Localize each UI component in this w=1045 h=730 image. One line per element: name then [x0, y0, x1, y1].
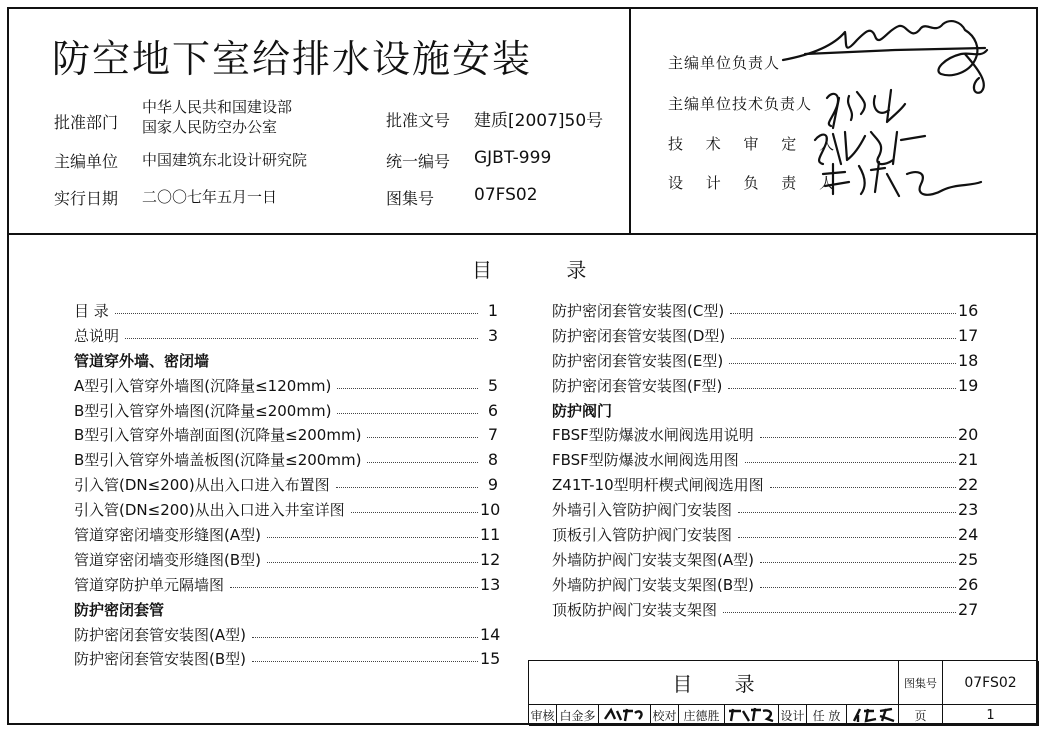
toc-entry-title: 防护密闭套管 — [74, 600, 165, 619]
toc-entry-title: FBSF型防爆波水闸阀选用说明 — [552, 426, 754, 445]
toc-entry-page: 24 — [958, 524, 979, 544]
title-block-designer: 任 放 — [807, 705, 847, 726]
approval-no-label: 批准文号 — [386, 111, 451, 130]
toc-entry — [552, 572, 979, 597]
effective-date: 二〇〇七年五月一日 — [142, 188, 278, 206]
toc-entry-page: 13 — [480, 574, 501, 594]
toc-entry-page: 17 — [958, 325, 979, 345]
toc-entry — [74, 572, 501, 597]
toc-entry-title: 防护密闭套管安装图(C型) — [552, 301, 725, 320]
toc-entry-title: 管道穿外墙、密闭墙 — [74, 351, 210, 370]
toc-leader-dots — [351, 512, 478, 513]
signature-label-design-lead: 设 计 负 责 人 — [668, 174, 844, 192]
atlas-no-label: 图集号 — [386, 189, 435, 208]
toc-leader-dots — [738, 537, 956, 538]
toc-entry-page: 10 — [480, 500, 501, 520]
handwritten-signatures — [775, 14, 1035, 204]
title-block-atlas-label: 图集号 — [899, 661, 943, 705]
toc-entry-title: 顶板引入管防护阀门安装图 — [552, 525, 733, 544]
editor-label: 主编单位 — [54, 152, 119, 171]
toc-entry-title: Z41T-10型明杆楔式闸阀选用图 — [552, 476, 764, 495]
title-block-check-label: 校对 — [651, 705, 679, 726]
toc-leader-dots — [745, 462, 956, 463]
toc-leader-dots — [267, 537, 478, 538]
toc-entry-title: A型引入管穿外墙图(沉降量≤120mm) — [74, 376, 332, 395]
toc-entry — [74, 497, 501, 522]
toc-right-column — [552, 298, 979, 622]
toc-entry — [552, 447, 979, 472]
approval-dept-line1: 中华人民共和国建设部 — [142, 98, 293, 116]
title-block-reviewer-signature — [599, 705, 651, 726]
checker-signature-mark — [727, 707, 777, 723]
toc-entry-title: 引入管(DN≤200)从出入口进入布置图 — [74, 476, 330, 495]
toc-entry — [552, 422, 979, 447]
title-block-designer-signature — [847, 705, 899, 726]
toc-entry — [552, 497, 979, 522]
toc-leader-dots — [336, 487, 478, 488]
atlas-no: 07FS02 — [474, 185, 538, 205]
toc-leader-dots — [230, 587, 478, 588]
toc-leader-dots — [337, 388, 478, 389]
toc-entry — [552, 547, 979, 572]
toc-entry-page: 16 — [958, 300, 979, 320]
toc-entry — [74, 472, 498, 497]
toc-entry-title: 目 录 — [74, 301, 109, 320]
toc-entry — [74, 547, 501, 572]
title-block-checker-signature — [725, 705, 779, 726]
toc-entry — [552, 348, 979, 373]
approval-no: 建质[2007]50号 — [474, 111, 604, 131]
toc-entry — [74, 646, 501, 671]
toc-entry-page: 23 — [958, 500, 979, 520]
toc-leader-dots — [770, 487, 956, 488]
toc-entry-title: 引入管(DN≤200)从出入口进入井室详图 — [74, 501, 345, 520]
toc-entry-title: 防护密闭套管安装图(A型) — [74, 625, 246, 644]
toc-entry-title: 总说明 — [74, 326, 120, 345]
toc-entry-page: 20 — [958, 425, 979, 445]
toc-entry-page: 25 — [958, 549, 979, 569]
toc-leader-dots — [367, 437, 478, 438]
toc-entry-title: B型引入管穿外墙盖板图(沉降量≤200mm) — [74, 451, 362, 470]
toc-entry-page: 18 — [958, 350, 979, 370]
toc-entry-page: 8 — [487, 450, 498, 470]
toc-entry-title: 防护密闭套管安装图(E型) — [552, 351, 724, 370]
toc-entry-page: 6 — [487, 400, 498, 420]
toc-leader-dots — [252, 637, 478, 638]
toc-entry-title: 外墙防护阀门安装支架图(A型) — [552, 550, 754, 569]
toc-entry-title: 外墙防护阀门安装支架图(B型) — [552, 575, 754, 594]
toc-leader-dots — [337, 413, 478, 414]
toc-entry-page: 12 — [480, 549, 501, 569]
title-block-review-label: 审核 — [529, 705, 557, 726]
toc-leader-dots — [723, 612, 956, 613]
toc-entry-page: 15 — [480, 649, 501, 669]
toc-left-column — [74, 298, 501, 671]
toc-entry — [74, 373, 498, 398]
toc-entry-title: 顶板防护阀门安装支架图 — [552, 600, 718, 619]
toc-entry-page: 3 — [487, 325, 498, 345]
title-block-reviewer: 白金多 — [557, 705, 599, 726]
toc-entry — [552, 373, 979, 398]
toc-entry-page: 22 — [958, 475, 979, 495]
toc-leader-dots — [125, 338, 478, 339]
toc-entry — [74, 323, 498, 348]
toc-entry — [74, 447, 498, 472]
toc-entry-page: 21 — [958, 450, 979, 470]
title-block-page-no: 1 — [943, 705, 1039, 726]
signature-label-chief: 主编单位负责人 — [668, 54, 781, 72]
toc-entry-page: 5 — [487, 375, 498, 395]
approval-dept-line2: 国家人民防空办公室 — [142, 118, 278, 136]
toc-entry-page: 1 — [487, 300, 498, 320]
toc-section-heading — [74, 348, 498, 373]
toc-entry-page: 27 — [958, 599, 979, 619]
unified-no-label: 统一编号 — [386, 152, 451, 171]
toc-leader-dots — [729, 363, 956, 364]
toc-leader-dots — [267, 562, 478, 563]
toc-leader-dots — [367, 462, 478, 463]
toc-leader-dots — [115, 313, 478, 314]
toc-entry-title: 管道穿防护单元隔墙图 — [74, 575, 225, 594]
toc-entry-title: B型引入管穿外墙图(沉降量≤200mm) — [74, 401, 332, 420]
header-divider — [7, 233, 1038, 235]
title-block-sheet-title: 目 录 — [529, 661, 899, 705]
reviewer-signature-mark — [603, 707, 647, 723]
toc-entry — [74, 398, 498, 423]
toc-entry-page: 9 — [487, 475, 498, 495]
toc-entry-title: 防护阀门 — [552, 401, 613, 420]
approval-dept-label: 批准部门 — [54, 113, 119, 132]
toc-entry — [74, 422, 498, 447]
atlas-title: 防空地下室给排水设施安装 — [52, 37, 533, 81]
designer-signature-mark — [850, 707, 896, 723]
unified-no: GJBT-999 — [474, 148, 552, 168]
toc-entry — [74, 622, 501, 647]
toc-entry-page: 26 — [958, 574, 979, 594]
effective-date-label: 实行日期 — [54, 189, 119, 208]
toc-entry — [552, 323, 979, 348]
toc-leader-dots — [252, 661, 478, 662]
toc-entry-title: 管道穿密闭墙变形缝图(A型) — [74, 525, 261, 544]
toc-leader-dots — [728, 388, 956, 389]
toc-entry-page: 7 — [487, 425, 498, 445]
signature-label-reviewer: 技 术 审 定 人 — [668, 135, 844, 153]
editor-unit: 中国建筑东北设计研究院 — [142, 151, 308, 169]
toc-entry-title: 管道穿密闭墙变形缝图(B型) — [74, 550, 261, 569]
toc-section-heading — [552, 398, 976, 423]
toc-leader-dots — [760, 562, 956, 563]
toc-entry — [74, 298, 498, 323]
toc-leader-dots — [738, 512, 956, 513]
toc-entry-page: 14 — [480, 624, 501, 644]
toc-entry-title: 防护密闭套管安装图(B型) — [74, 650, 246, 669]
toc-entry-title: FBSF型防爆波水闸阀选用图 — [552, 451, 739, 470]
toc-leader-dots — [731, 338, 956, 339]
toc-section-heading — [74, 597, 498, 622]
title-block-checker: 庄德胜 — [679, 705, 725, 726]
toc-entry-title: B型引入管穿外墙剖面图(沉降量≤200mm) — [74, 426, 362, 445]
toc-entry — [552, 522, 979, 547]
toc-entry-title: 防护密闭套管安装图(F型) — [552, 376, 723, 395]
toc-leader-dots — [760, 437, 956, 438]
title-block-atlas-no: 07FS02 — [943, 661, 1039, 705]
toc-entry-page: 19 — [958, 375, 979, 395]
title-block-design-label: 设计 — [779, 705, 807, 726]
toc-entry — [552, 472, 979, 497]
toc-entry — [552, 298, 979, 323]
signature-divider — [629, 7, 631, 234]
toc-entry — [552, 597, 979, 622]
toc-entry-title: 外墙引入管防护阀门安装图 — [552, 501, 733, 520]
toc-entry-page: 11 — [480, 524, 501, 544]
toc-entry — [74, 522, 501, 547]
title-block — [528, 660, 1038, 725]
toc-heading: 目 录 — [472, 258, 621, 282]
signature-label-tech-chief: 主编单位技术负责人 — [668, 95, 813, 113]
toc-leader-dots — [760, 587, 956, 588]
toc-leader-dots — [730, 313, 956, 314]
toc-entry-title: 防护密闭套管安装图(D型) — [552, 326, 726, 345]
title-block-page-label: 页 — [899, 705, 943, 726]
